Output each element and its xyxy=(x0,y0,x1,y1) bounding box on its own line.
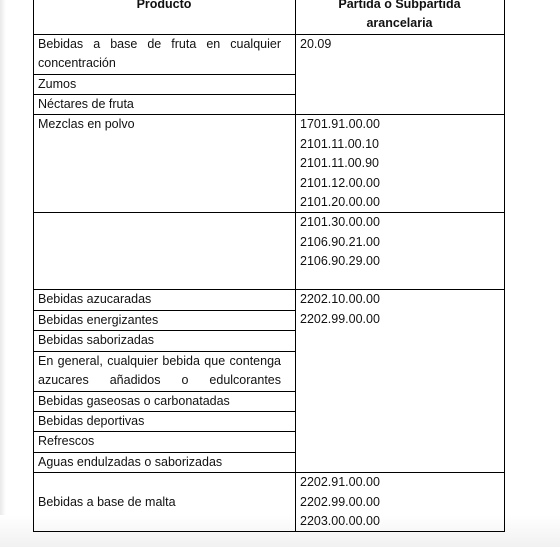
table-row xyxy=(34,115,505,213)
product-text: Bebidas a base de fruta en cualquier concentración xyxy=(38,36,281,71)
tariff-table xyxy=(33,0,505,532)
code-text: 2101.11.00.10 xyxy=(300,136,380,151)
table-row xyxy=(34,473,505,532)
code-text: 2106.90.29.00 xyxy=(300,254,380,269)
code-text: 2101.12.00.00 xyxy=(300,175,380,190)
product-cell xyxy=(34,34,296,74)
header-producto-text: Producto xyxy=(136,0,192,11)
code-text: 2101.11.00.90 xyxy=(300,156,380,171)
code-text: 2202.99.00.00 xyxy=(300,311,380,326)
code-text: 1701.91.00.00 xyxy=(300,117,380,132)
code-text: 2202.10.00.00 xyxy=(300,292,380,307)
page-edge-shadow xyxy=(0,0,6,547)
code-text: 2202.91.00.00 xyxy=(300,475,380,490)
header-partida-line-2: arancelaria xyxy=(366,16,433,31)
table-row xyxy=(34,290,505,310)
product-cell: Bebidas deportivas xyxy=(34,411,296,431)
product-cell: Bebidas a base de malta xyxy=(34,473,296,532)
code-cell xyxy=(296,115,505,213)
product-cell: Néctares de fruta xyxy=(34,95,296,115)
header-partida xyxy=(296,0,505,34)
product-text: En general, cualquier bebida que contenga azucares añadidos o edulcorantes xyxy=(38,353,281,388)
code-text: 2203.00.00.00 xyxy=(300,513,380,528)
header-row xyxy=(34,0,505,34)
product-cell: Bebidas saborizadas xyxy=(34,331,296,351)
product-cell: Aguas endulzadas o saborizadas xyxy=(34,452,296,472)
product-cell xyxy=(34,351,296,391)
code-cell xyxy=(296,290,505,473)
code-text: 2101.20.00.00 xyxy=(300,195,380,210)
product-cell: Bebidas azucaradas xyxy=(34,290,296,310)
code-text: 2106.90.21.00 xyxy=(300,234,380,249)
table-row xyxy=(34,34,505,74)
product-cell: Zumos xyxy=(34,74,296,94)
code-cell xyxy=(296,34,505,115)
product-cell: Mezclas en polvo xyxy=(34,115,296,213)
code-cell xyxy=(296,473,505,532)
code-cell xyxy=(296,213,505,290)
table-row xyxy=(34,213,505,290)
header-producto xyxy=(34,0,296,34)
product-cell xyxy=(34,213,296,290)
code-text: 2202.99.00.00 xyxy=(300,494,380,509)
code-text: 2101.30.00.00 xyxy=(300,215,380,230)
product-cell: Bebidas energizantes xyxy=(34,310,296,330)
header-partida-line-1: Partida o Subpartida xyxy=(338,0,461,11)
product-cell: Refrescos xyxy=(34,432,296,452)
product-cell: Bebidas gaseosas o carbonatadas xyxy=(34,391,296,411)
code-text: 20.09 xyxy=(300,36,332,51)
